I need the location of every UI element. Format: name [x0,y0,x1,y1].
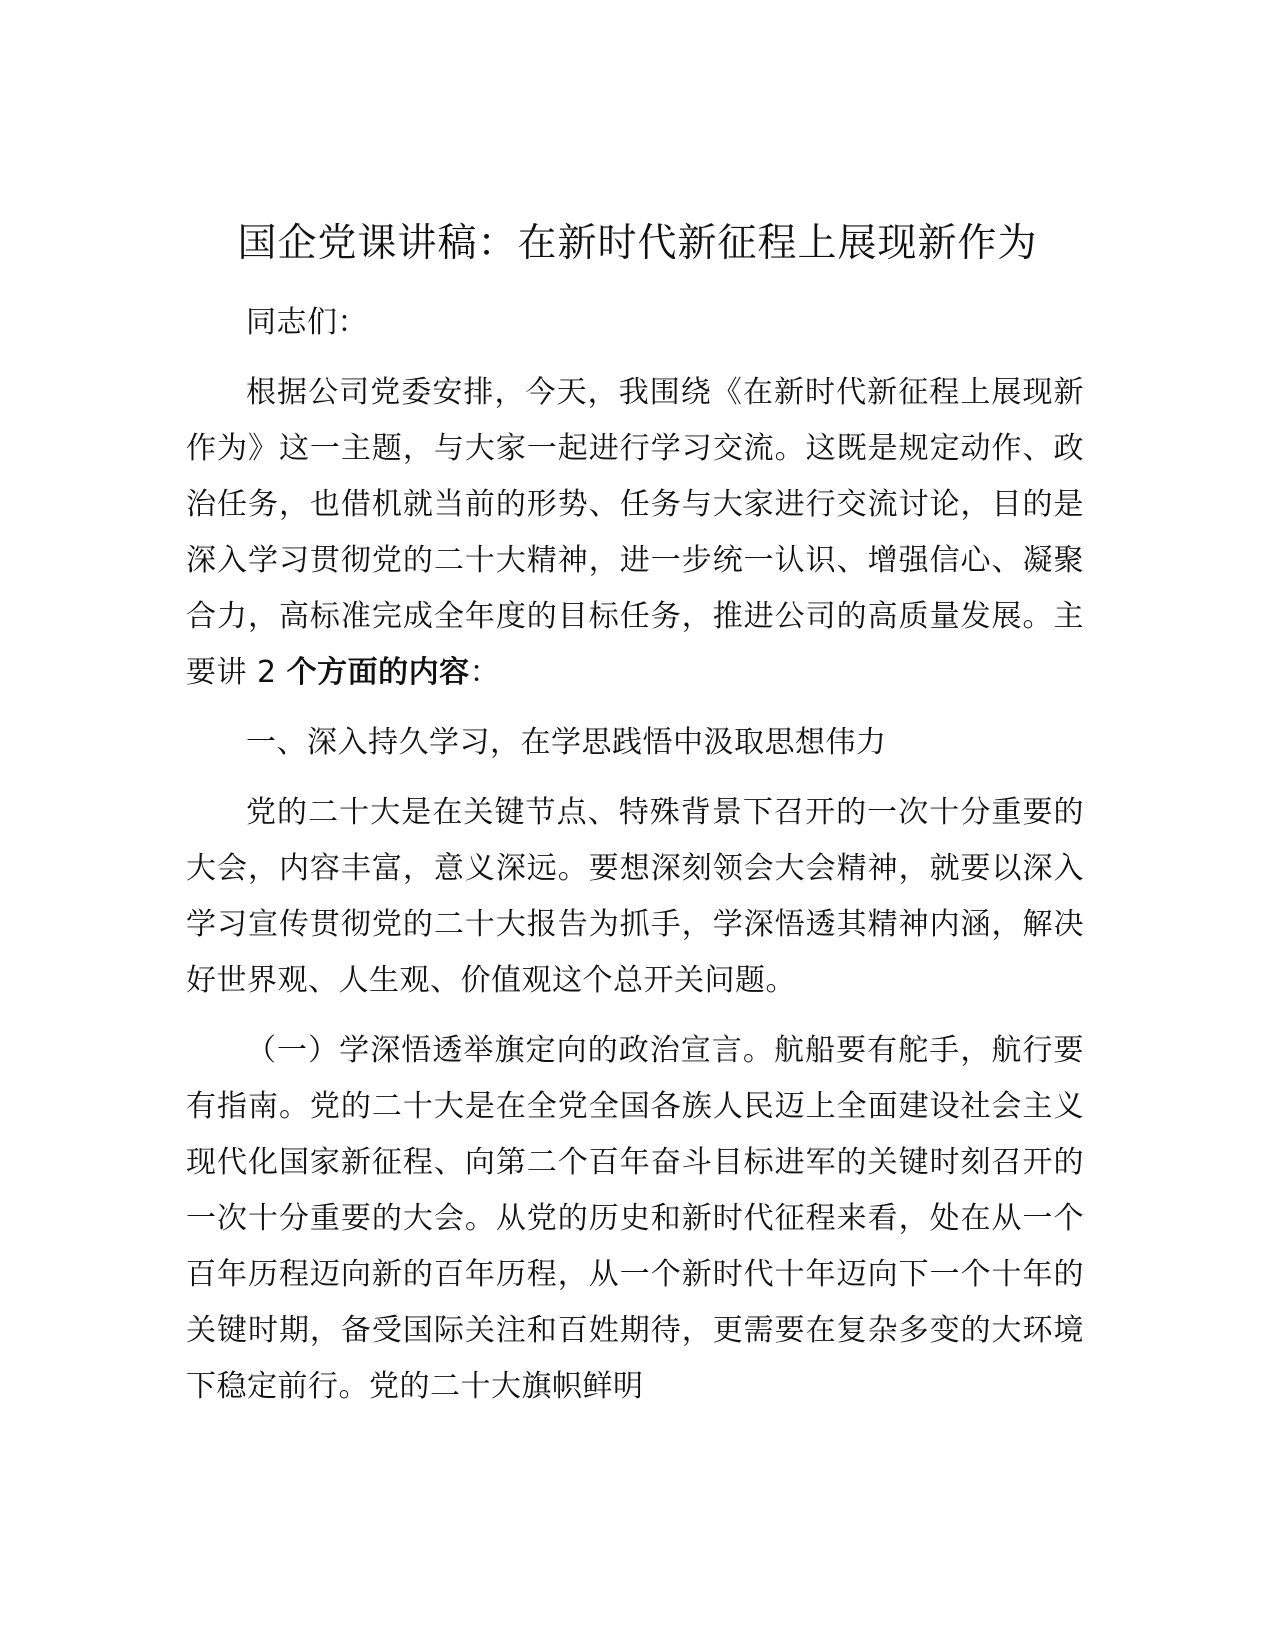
document-title: 国企党课讲稿：在新时代新征程上展现新作为 [237,221,1038,266]
document-body [186,295,1084,1429]
intro-end-text: ： [469,655,501,690]
section-heading-1: 一、深入持久学习，在学思践悟中汲取思想伟力 [246,725,887,760]
salutation: 同志们： [246,305,368,340]
intro-bold-text: 个方面的内容 [286,655,470,690]
intro-main-text: 根据公司党委安排，今天，我围绕《在新时代新征程上展现新作为》这一主题，与大家一起进行学习交流。这既是规定动作、政治任务，也借机就当前的形势、任务与大家进行交流讨论，目的是深入学习贯彻党的二十大精神，进一步统一认识、增强信心、凝聚合力，高标准完成全年度的目标任务，推进公司的高质量发展。主要讲 2 [186,375,1084,690]
section-1-paragraph: 党的二十大是在关键节点、特殊背景下召开的一次十分重要的大会，内容丰富，意义深远。要想深刻领会大会精神，就要以深入学习宣传贯彻党的二十大报告为抓手，学深悟透其精神内涵，解决好世界观、人生观、价值观这个总开关问题。 [186,795,1084,998]
subsection-1-paragraph: （一）学深悟透举旗定向的政治宣言。航船要有舵手，航行要有指南。党的二十大是在全党全国各族人民迈上全面建设社会主义现代化国家新征程、向第二个百年奋斗目标进军的关键时刻召开的一次十分重要的大会。从党的历史和新时代征程来看，处在从一个百年历程迈向新的百年历程，从一个新时代十年迈向下一个十年的关键时期，备受国际关注和百姓期待，更需要在复杂多变的大环境下稳定前行。党的二十大旗帜鲜明 [186,1033,1084,1404]
intro-paragraph [186,365,1084,701]
